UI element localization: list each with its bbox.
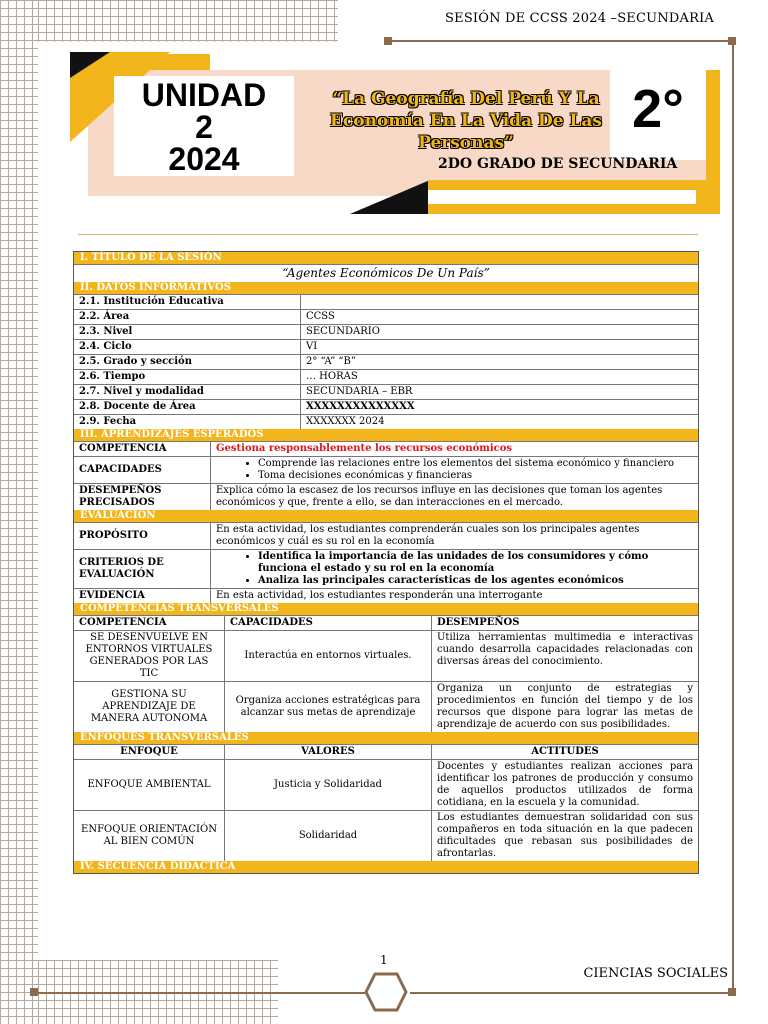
enfoque-name: ENFOQUE ORIENTACIÓN AL BIEN COMÚN xyxy=(74,811,225,861)
criterios-list xyxy=(216,551,693,587)
right-border-line xyxy=(732,42,734,992)
datos-label: 2.1. Institución Educativa xyxy=(74,295,301,309)
col-header-valores: VALORES xyxy=(225,745,432,759)
hexagon-icon xyxy=(364,972,408,1012)
unit-banner xyxy=(70,52,720,224)
section-transversales-header: COMPETENCIAS TRANSVERSALES xyxy=(74,603,698,615)
page-number: 1 xyxy=(380,953,388,967)
list-item: • Analiza las principales características de los agentes económicos xyxy=(258,575,693,587)
capacidades-list xyxy=(216,458,693,482)
enfoque-valores: Solidaridad xyxy=(225,811,432,861)
transversal-capacidad: Organiza acciones estratégicas para alcanzar sus metas de aprendizaje xyxy=(225,682,432,732)
list-item: • Toma decisiones económicas y financieras xyxy=(258,470,693,482)
competencia-label: COMPETENCIA xyxy=(74,442,211,456)
transversal-competencia: SE DESENVUELVE EN ENTORNOS VIRTUALES GENERADOS POR LAS TIC xyxy=(74,631,225,681)
session-table xyxy=(73,251,699,874)
header-divider-line xyxy=(388,40,728,42)
datos-row xyxy=(74,309,698,324)
transversal-capacidad: Interactúa en entornos virtuales. xyxy=(225,631,432,681)
evidencia-value: En esta actividad, los estudiantes responderán una interrogante xyxy=(216,590,543,601)
datos-row xyxy=(74,339,698,354)
datos-label: 2.2. Área xyxy=(74,310,301,324)
session-title: “Agentes Económicos De Un País” xyxy=(282,266,490,280)
unit-year: 2024 xyxy=(168,141,240,177)
datos-value: CCSS xyxy=(306,311,335,322)
col-header-desempenos: DESEMPEÑOS xyxy=(437,617,520,628)
proposito-label: PROPÓSITO xyxy=(74,523,211,549)
divider-square xyxy=(30,988,38,996)
section-secuencia-header: IV. SECUENCIA DIDÁCTICA xyxy=(74,861,698,873)
enfoque-actitudes: Los estudiantes demuestran solidaridad con sus compañeros en toda situación en la que padecen dificultades que rebasan sus posibilidades de afrontarlas. xyxy=(437,812,693,859)
unit-word: UNIDAD xyxy=(141,77,267,113)
criterios-label: CRITERIOS DE EVALUACIÓN xyxy=(74,550,211,588)
footer-line-left xyxy=(38,992,368,994)
datos-informativos xyxy=(74,294,698,429)
col-header-competencia: COMPETENCIA xyxy=(74,616,225,630)
list-item: • Identifica la importancia de las unidades de los consumidores y cómo funciona el estado y su rol en la economía xyxy=(258,551,693,575)
grade-number: 2° xyxy=(632,79,684,139)
datos-label: 2.7. Nivel y modalidad xyxy=(74,385,301,399)
datos-label: 2.5. Grado y sección xyxy=(74,355,301,369)
datos-row xyxy=(74,324,698,339)
section-enfoques-header: ENFOQUES TRANSVERSALES xyxy=(74,732,698,744)
datos-label: 2.8. Docente de Área xyxy=(74,400,301,414)
datos-value xyxy=(301,295,698,309)
footer-subject: CIENCIAS SOCIALES xyxy=(583,966,728,981)
datos-label: 2.9. Fecha xyxy=(74,415,301,429)
divider-square xyxy=(384,37,392,45)
grid-pattern-top xyxy=(38,0,338,42)
datos-row xyxy=(74,399,698,414)
desempenos-value: Explica cómo la escasez de los recursos influye en las decisiones que toman los agentes económicos y que, frente a ello, se dan interacciones en el mercado. xyxy=(216,485,663,508)
datos-row xyxy=(74,414,698,429)
evidencia-label: EVIDENCIA xyxy=(74,589,211,603)
proposito-value: En esta actividad, los estudiantes comprenderán cuales son los principales agentes económicos y cuál es su rol en la economía xyxy=(216,524,640,547)
datos-row xyxy=(74,369,698,384)
grade-box xyxy=(610,70,706,160)
transversal-desempeno: Organiza un conjunto de estrategias y procedimientos en función del tiempo y de los recursos que dispone para lograr las metas de aprendizaje de acuerdo con sus posibilidades. xyxy=(437,683,693,730)
footer-line-right xyxy=(410,992,732,994)
section-title-header: I. TÍTULO DE LA SESIÓN xyxy=(74,252,698,264)
list-item: • Comprende las relaciones entre los elementos del sistema económico y financiero xyxy=(258,458,693,470)
datos-value: 2° “A” “B” xyxy=(306,356,356,367)
capacidades-label: CAPACIDADES xyxy=(74,457,211,483)
transversal-desempeno: Utiliza herramientas multimedia e interactivas cuando desarrolla capacidades relacionadas con diversas áreas del conocimiento. xyxy=(437,632,693,667)
datos-value: SECUNDARIA – EBR xyxy=(306,386,413,397)
col-header-actitudes: ACTITUDES xyxy=(531,746,599,757)
datos-row xyxy=(74,384,698,399)
transversal-competencia: GESTIONA SU APRENDIZAJE DE MANERA AUTONOMA xyxy=(74,682,225,732)
grade-label: 2DO GRADO DE SECUNDARIA xyxy=(438,156,678,172)
datos-value: SECUNDARIO xyxy=(306,326,380,337)
table-row xyxy=(74,681,698,732)
header-session-label: SESIÓN DE CCSS 2024 –SECUNDARIA xyxy=(445,11,714,26)
section-datos-header: II. DATOS INFORMATIVOS xyxy=(74,282,698,294)
enfoque-name: ENFOQUE AMBIENTAL xyxy=(74,760,225,810)
table-row xyxy=(74,630,698,681)
datos-value: … HORAS xyxy=(306,371,358,382)
enfoque-actitudes: Docentes y estudiantes realizan acciones para identificar los patrones de producción y consumo de aquellos productos utilizados de forma cotidiana, en la escuela y la comunidad. xyxy=(437,761,693,808)
section-evaluacion-header: EVALUACION xyxy=(74,510,698,522)
datos-label: 2.4. Ciclo xyxy=(74,340,301,354)
table-row xyxy=(74,759,698,810)
grid-pattern-left xyxy=(0,0,38,1024)
banner-black-triangle xyxy=(70,52,110,78)
unit-title: “La Geografía Del Perú Y La Economía En La Vida De Las Personas” xyxy=(329,89,603,153)
section-aprendizajes-header: III. APRENDIZAJES ESPERADOS xyxy=(74,429,698,441)
datos-row xyxy=(74,294,698,309)
competencia-value: Gestiona responsablemente los recursos económicos xyxy=(216,443,513,454)
banner-white-strip xyxy=(428,190,696,204)
unit-box xyxy=(114,76,294,176)
divider-square xyxy=(728,988,736,996)
unit-number: 2 xyxy=(195,109,213,145)
banner-underline xyxy=(78,234,698,235)
banner-black-wedge xyxy=(350,180,430,214)
table-row xyxy=(74,810,698,861)
datos-row xyxy=(74,354,698,369)
banner-gold-edge xyxy=(706,70,720,196)
desempenos-label: DESEMPEÑOS PRECISADOS xyxy=(74,484,211,510)
datos-value: XXXXXXX 2024 xyxy=(306,416,385,427)
enfoque-valores: Justicia y Solidaridad xyxy=(225,760,432,810)
col-header-enfoque: ENFOQUE xyxy=(74,745,225,759)
col-header-capacidades: CAPACIDADES xyxy=(225,616,432,630)
datos-value: XXXXXXXXXXXXXX xyxy=(306,401,415,412)
datos-label: 2.3. Nivel xyxy=(74,325,301,339)
datos-label: 2.6. Tiempo xyxy=(74,370,301,384)
datos-value: VI xyxy=(306,341,318,352)
